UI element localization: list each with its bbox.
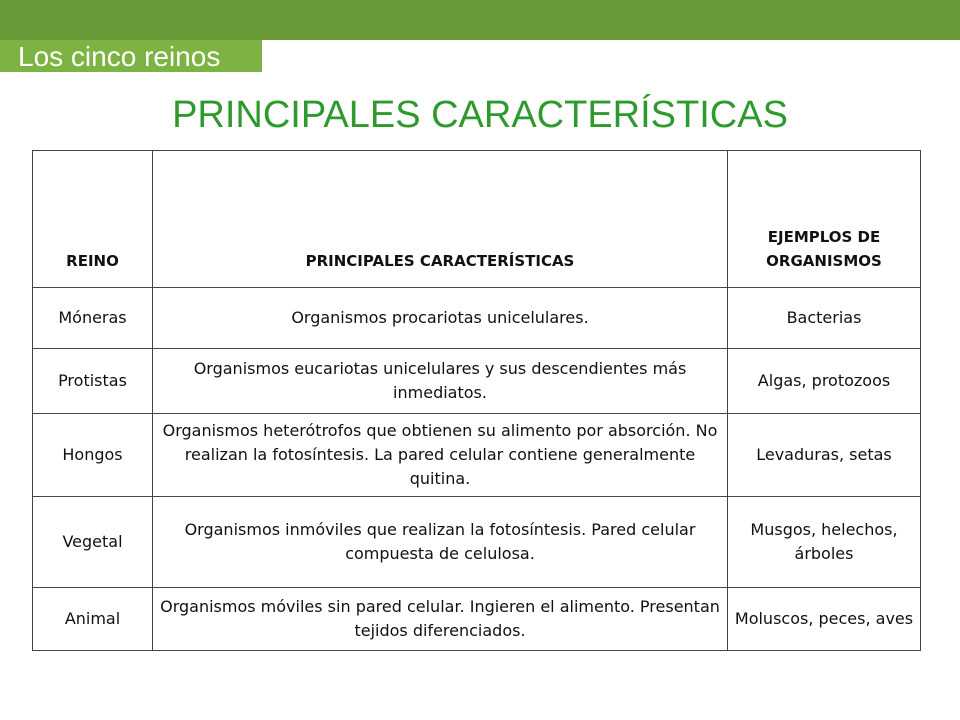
page-title: PRINCIPALES CARACTERÍSTICAS <box>172 94 788 136</box>
examples-cell: Bacterias <box>728 288 921 349</box>
column-header-characteristics: PRINCIPALES CARACTERÍSTICAS <box>153 151 728 288</box>
column-header-kingdom: REINO <box>33 151 153 288</box>
characteristics-cell: Organismos heterótrofos que obtienen su alimento por absorción. No realizan la fotosíntesis. La pared celular contiene generalmente quitina. <box>153 414 728 497</box>
table-row <box>33 414 921 497</box>
characteristics-cell: Organismos procariotas unicelulares. <box>153 288 728 349</box>
examples-cell: Algas, protozoos <box>728 349 921 414</box>
section-title: Los cinco reinos <box>0 40 262 72</box>
header-bar <box>0 0 960 40</box>
kingdom-cell: Animal <box>33 588 153 651</box>
characteristics-cell: Organismos inmóviles que realizan la fotosíntesis. Pared celular compuesta de celulosa. <box>153 497 728 588</box>
table-row <box>33 497 921 588</box>
examples-cell: Musgos, helechos, árboles <box>728 497 921 588</box>
characteristics-cell: Organismos móviles sin pared celular. Ingieren el alimento. Presentan tejidos diferenciados. <box>153 588 728 651</box>
kingdoms-table <box>32 150 921 651</box>
table-row <box>33 288 921 349</box>
kingdom-cell: Hongos <box>33 414 153 497</box>
examples-cell: Levaduras, setas <box>728 414 921 497</box>
characteristics-cell: Organismos eucariotas unicelulares y sus descendientes más inmediatos. <box>153 349 728 414</box>
examples-cell: Moluscos, peces, aves <box>728 588 921 651</box>
column-header-examples: EJEMPLOS DE ORGANISMOS <box>728 151 921 288</box>
table-header-row <box>33 151 921 288</box>
kingdom-cell: Vegetal <box>33 497 153 588</box>
kingdom-cell: Protistas <box>33 349 153 414</box>
table-row <box>33 349 921 414</box>
table-row <box>33 588 921 651</box>
kingdom-cell: Móneras <box>33 288 153 349</box>
